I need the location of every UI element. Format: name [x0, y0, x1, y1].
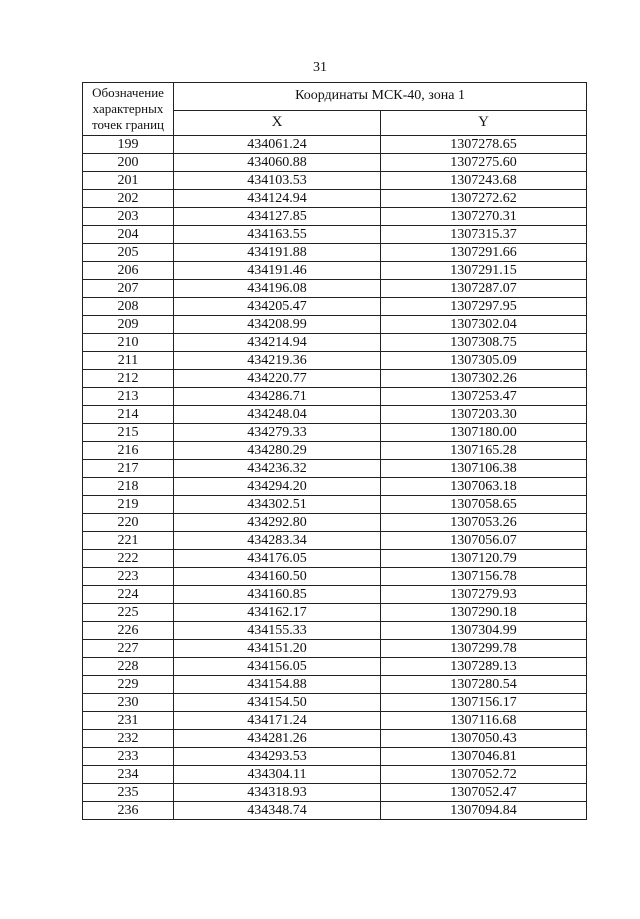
y-coordinate: 1307243.68	[381, 172, 587, 190]
point-number: 214	[83, 406, 174, 424]
y-coordinate: 1307290.18	[381, 604, 587, 622]
point-number: 202	[83, 190, 174, 208]
table-row	[83, 406, 587, 424]
table-row	[83, 334, 587, 352]
point-number: 225	[83, 604, 174, 622]
y-coordinate: 1307056.07	[381, 532, 587, 550]
table-row	[83, 658, 587, 676]
x-coordinate: 434220.77	[174, 370, 381, 388]
y-coordinate: 1307305.09	[381, 352, 587, 370]
y-coordinate: 1307291.15	[381, 262, 587, 280]
table-row	[83, 190, 587, 208]
x-coordinate: 434302.51	[174, 496, 381, 514]
x-coordinate: 434154.50	[174, 694, 381, 712]
y-coordinate: 1307280.54	[381, 676, 587, 694]
table-row	[83, 586, 587, 604]
table-row	[83, 352, 587, 370]
x-coordinate: 434248.04	[174, 406, 381, 424]
table-row	[83, 550, 587, 568]
y-coordinate: 1307058.65	[381, 496, 587, 514]
point-number: 220	[83, 514, 174, 532]
point-designation-header: Обозначение характерных точек границ	[83, 83, 174, 136]
page-number: 31	[313, 60, 327, 75]
y-coordinate: 1307304.99	[381, 622, 587, 640]
x-coordinate: 434318.93	[174, 784, 381, 802]
x-coordinate: 434163.55	[174, 226, 381, 244]
table-row	[83, 172, 587, 190]
table-row	[83, 226, 587, 244]
point-number: 210	[83, 334, 174, 352]
point-number: 211	[83, 352, 174, 370]
x-coordinate: 434191.88	[174, 244, 381, 262]
y-coordinate: 1307279.93	[381, 586, 587, 604]
x-coordinate: 434205.47	[174, 298, 381, 316]
point-number: 217	[83, 460, 174, 478]
point-number: 213	[83, 388, 174, 406]
x-coordinate: 434151.20	[174, 640, 381, 658]
coordinate-system-header: Координаты МСК-40, зона 1	[174, 83, 587, 111]
table-row	[83, 388, 587, 406]
boundary-coordinates-table	[82, 82, 587, 820]
table-row	[83, 748, 587, 766]
x-coordinate: 434171.24	[174, 712, 381, 730]
point-number: 227	[83, 640, 174, 658]
y-coordinate: 1307053.26	[381, 514, 587, 532]
point-number: 234	[83, 766, 174, 784]
x-coordinate: 434196.08	[174, 280, 381, 298]
y-coordinate: 1307203.30	[381, 406, 587, 424]
x-coordinate: 434219.36	[174, 352, 381, 370]
y-coordinate: 1307308.75	[381, 334, 587, 352]
x-coordinate: 434103.53	[174, 172, 381, 190]
table-row	[83, 154, 587, 172]
y-coordinate: 1307278.65	[381, 136, 587, 154]
point-number: 233	[83, 748, 174, 766]
x-coordinate: 434294.20	[174, 478, 381, 496]
x-coordinate: 434281.26	[174, 730, 381, 748]
point-number: 212	[83, 370, 174, 388]
point-number: 229	[83, 676, 174, 694]
y-coordinate: 1307302.04	[381, 316, 587, 334]
x-coordinate: 434283.34	[174, 532, 381, 550]
y-coordinate: 1307297.95	[381, 298, 587, 316]
y-coordinate: 1307046.81	[381, 748, 587, 766]
x-coordinate: 434293.53	[174, 748, 381, 766]
point-number: 235	[83, 784, 174, 802]
x-coordinate: 434176.05	[174, 550, 381, 568]
y-coordinate: 1307050.43	[381, 730, 587, 748]
y-coordinate: 1307120.79	[381, 550, 587, 568]
table-row	[83, 514, 587, 532]
point-number: 221	[83, 532, 174, 550]
table-row	[83, 280, 587, 298]
table-row	[83, 460, 587, 478]
point-number: 215	[83, 424, 174, 442]
point-number: 203	[83, 208, 174, 226]
table-row	[83, 784, 587, 802]
table-row	[83, 442, 587, 460]
table-row	[83, 136, 587, 154]
table-row	[83, 298, 587, 316]
table-row	[83, 730, 587, 748]
x-coordinate: 434191.46	[174, 262, 381, 280]
x-coordinate: 434280.29	[174, 442, 381, 460]
point-number: 236	[83, 802, 174, 820]
table-row	[83, 766, 587, 784]
point-number: 232	[83, 730, 174, 748]
table-row	[83, 622, 587, 640]
point-number: 228	[83, 658, 174, 676]
y-coordinate: 1307302.26	[381, 370, 587, 388]
y-coordinate: 1307287.07	[381, 280, 587, 298]
y-coordinate: 1307289.13	[381, 658, 587, 676]
x-coordinate: 434292.80	[174, 514, 381, 532]
y-coordinate: 1307291.66	[381, 244, 587, 262]
table-row	[83, 640, 587, 658]
x-column-header: X	[174, 110, 381, 135]
y-coordinate: 1307156.17	[381, 694, 587, 712]
x-coordinate: 434236.32	[174, 460, 381, 478]
x-coordinate: 434127.85	[174, 208, 381, 226]
table-row	[83, 802, 587, 820]
table-row	[83, 496, 587, 514]
y-column-header: Y	[381, 110, 587, 135]
point-number: 219	[83, 496, 174, 514]
point-number: 200	[83, 154, 174, 172]
point-number: 209	[83, 316, 174, 334]
point-number: 216	[83, 442, 174, 460]
x-coordinate: 434304.11	[174, 766, 381, 784]
x-coordinate: 434060.88	[174, 154, 381, 172]
y-coordinate: 1307116.68	[381, 712, 587, 730]
table-row	[83, 208, 587, 226]
y-coordinate: 1307063.18	[381, 478, 587, 496]
point-number: 231	[83, 712, 174, 730]
x-coordinate: 434156.05	[174, 658, 381, 676]
table-row	[83, 370, 587, 388]
x-coordinate: 434160.50	[174, 568, 381, 586]
point-number: 226	[83, 622, 174, 640]
y-coordinate: 1307253.47	[381, 388, 587, 406]
point-number: 205	[83, 244, 174, 262]
table-row	[83, 244, 587, 262]
x-coordinate: 434214.94	[174, 334, 381, 352]
x-coordinate: 434155.33	[174, 622, 381, 640]
y-coordinate: 1307270.31	[381, 208, 587, 226]
table-body	[83, 136, 587, 820]
table-row	[83, 604, 587, 622]
point-number: 218	[83, 478, 174, 496]
y-coordinate: 1307272.62	[381, 190, 587, 208]
y-coordinate: 1307094.84	[381, 802, 587, 820]
y-coordinate: 1307165.28	[381, 442, 587, 460]
table-row	[83, 532, 587, 550]
table-row	[83, 478, 587, 496]
table-row	[83, 694, 587, 712]
x-coordinate: 434160.85	[174, 586, 381, 604]
x-coordinate: 434208.99	[174, 316, 381, 334]
point-number: 206	[83, 262, 174, 280]
y-coordinate: 1307315.37	[381, 226, 587, 244]
point-number: 230	[83, 694, 174, 712]
point-number: 208	[83, 298, 174, 316]
y-coordinate: 1307052.47	[381, 784, 587, 802]
table-row	[83, 262, 587, 280]
y-coordinate: 1307275.60	[381, 154, 587, 172]
x-coordinate: 434061.24	[174, 136, 381, 154]
x-coordinate: 434286.71	[174, 388, 381, 406]
point-number: 223	[83, 568, 174, 586]
y-coordinate: 1307106.38	[381, 460, 587, 478]
table-row	[83, 712, 587, 730]
point-number: 199	[83, 136, 174, 154]
table-row	[83, 316, 587, 334]
point-number: 207	[83, 280, 174, 298]
x-coordinate: 434348.74	[174, 802, 381, 820]
table-row	[83, 424, 587, 442]
y-coordinate: 1307052.72	[381, 766, 587, 784]
y-coordinate: 1307299.78	[381, 640, 587, 658]
x-coordinate: 434154.88	[174, 676, 381, 694]
point-number: 222	[83, 550, 174, 568]
y-coordinate: 1307180.00	[381, 424, 587, 442]
point-number: 224	[83, 586, 174, 604]
y-coordinate: 1307156.78	[381, 568, 587, 586]
x-coordinate: 434162.17	[174, 604, 381, 622]
x-coordinate: 434124.94	[174, 190, 381, 208]
point-number: 201	[83, 172, 174, 190]
point-number: 204	[83, 226, 174, 244]
x-coordinate: 434279.33	[174, 424, 381, 442]
table-row	[83, 676, 587, 694]
table-row	[83, 568, 587, 586]
